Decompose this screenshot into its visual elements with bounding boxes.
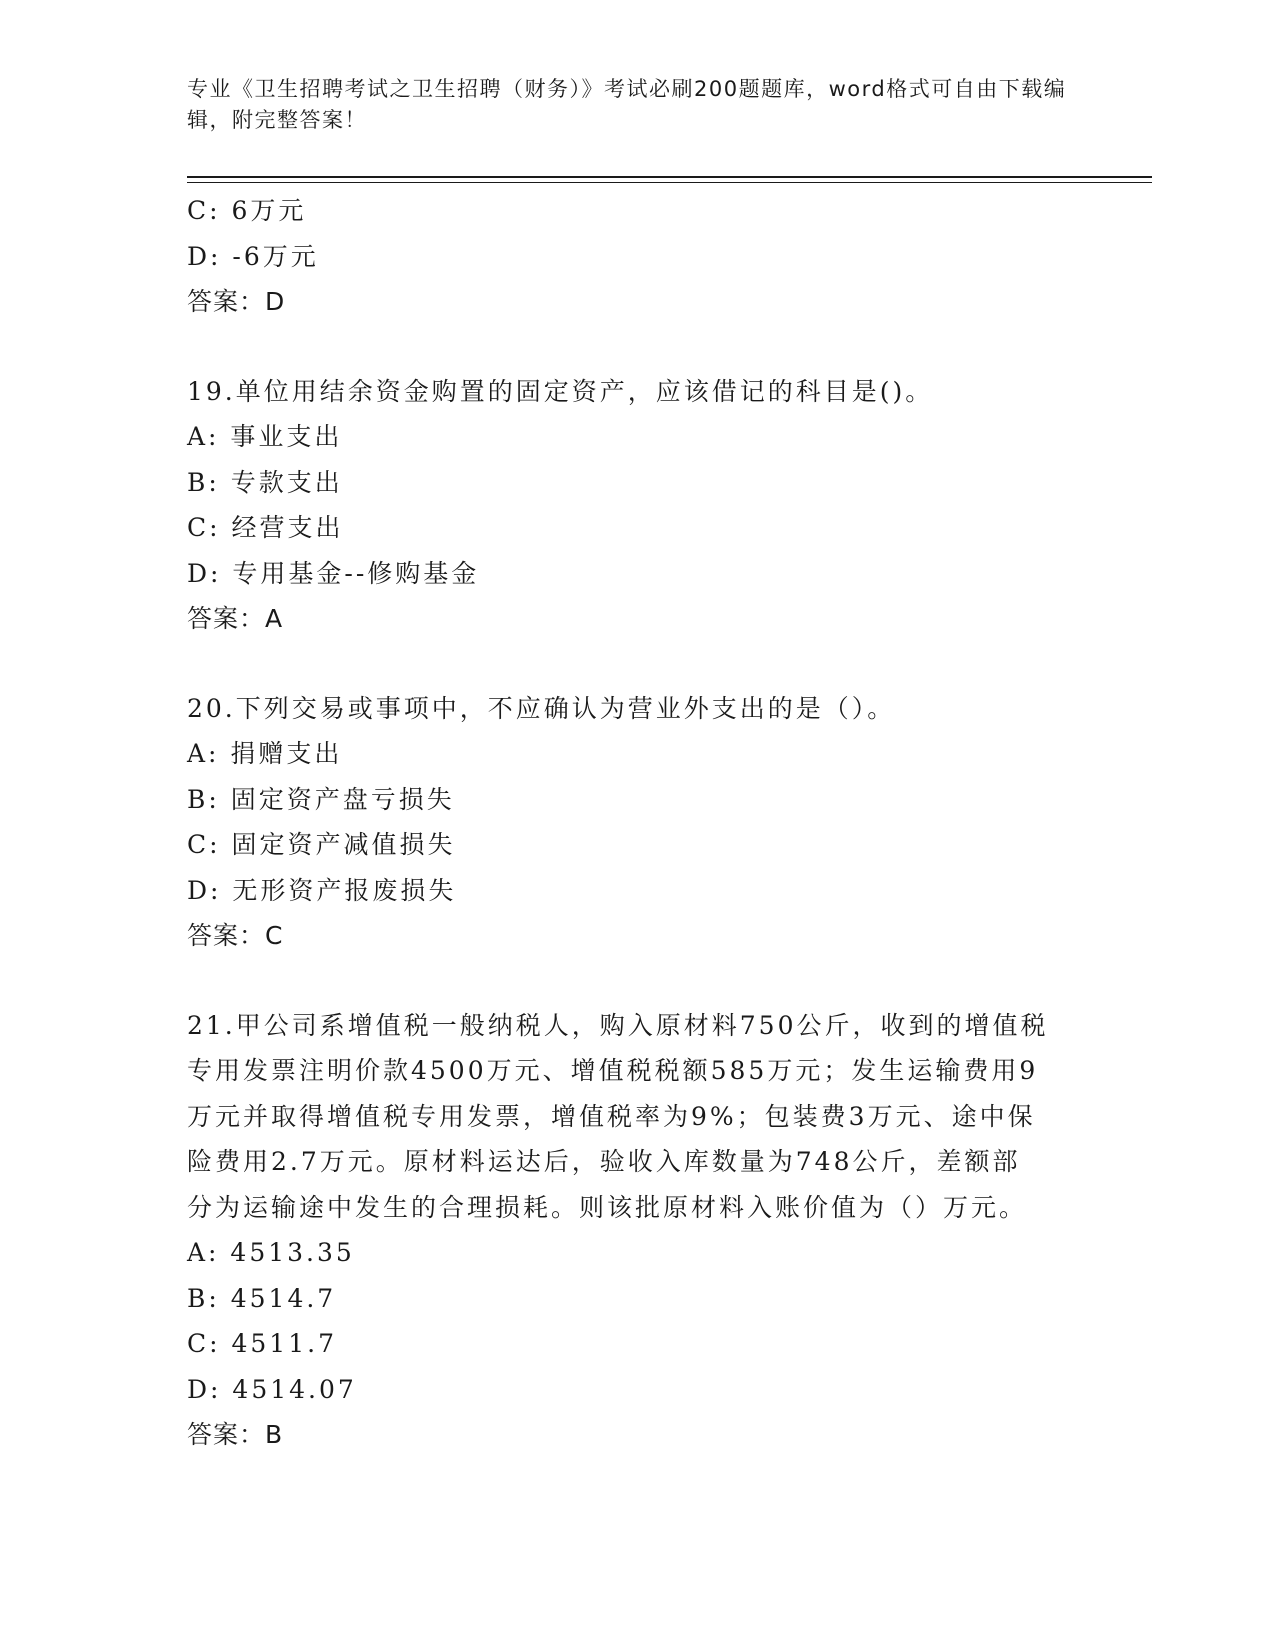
question-stem-line: 分为运输途中发生的合理损耗。则该批原材料入账价值为（）万元。 [187, 1192, 1028, 1222]
question-20 [187, 686, 1087, 959]
question-stem-line: 21.甲公司系增值税一般纳税人，购入原材料750公斤，收到的增值税 [187, 1010, 1049, 1040]
option-b: B: 固定资产盘亏损失 [187, 784, 455, 814]
header-divider-thick [187, 176, 1152, 178]
option-a: A: 捐赠支出 [187, 739, 343, 768]
answer: 答案：D [187, 287, 286, 316]
option-c: C: 6万元 [187, 196, 307, 225]
question-21 [187, 1003, 1087, 1458]
option-d: D: 4514.07 [187, 1374, 357, 1404]
header-divider-thin [187, 182, 1152, 183]
option-c: C: 经营支出 [187, 513, 344, 542]
option-c: C: 固定资产减值损失 [187, 830, 456, 859]
question-list [187, 188, 1087, 1458]
answer: 答案：B [187, 1420, 284, 1449]
question-stem-line: 专用发票注明价款4500万元、增值税税额585万元；发生运输费用9 [187, 1056, 1039, 1085]
question-19 [187, 369, 1087, 642]
option-a: A: 事业支出 [187, 422, 343, 451]
option-b: B: 专款支出 [187, 467, 343, 497]
question-18-tail [187, 188, 1087, 325]
option-d: D: 无形资产报废损失 [187, 875, 457, 905]
option-b: B: 4514.7 [187, 1283, 337, 1313]
spacer [187, 959, 1087, 1003]
answer: 答案：C [187, 921, 284, 950]
option-c: C: 4511.7 [187, 1329, 337, 1358]
question-stem: 20.下列交易或事项中，不应确认为营业外支出的是（）。 [187, 693, 896, 723]
spacer [187, 325, 1087, 369]
question-stem: 19.单位用结余资金购置的固定资产，应该借记的科目是()。 [187, 376, 934, 406]
question-stem-line: 万元并取得增值税专用发票，增值税率为9%；包装费3万元、途中保 [187, 1101, 1036, 1131]
option-d: D: -6万元 [187, 241, 319, 271]
document-header: 专业《卫生招聘考试之卫生招聘（财务）》考试必刷200题题库，word格式可自由下载编辑，附完整答案！ [187, 77, 1067, 132]
option-d: D: 专用基金--修购基金 [187, 558, 480, 588]
question-stem-line: 险费用2.7万元。原材料运达后，验收入库数量为748公斤，差额部 [187, 1147, 1021, 1176]
option-a: A: 4513.35 [187, 1238, 355, 1267]
answer: 答案：A [187, 604, 284, 633]
spacer [187, 642, 1087, 686]
